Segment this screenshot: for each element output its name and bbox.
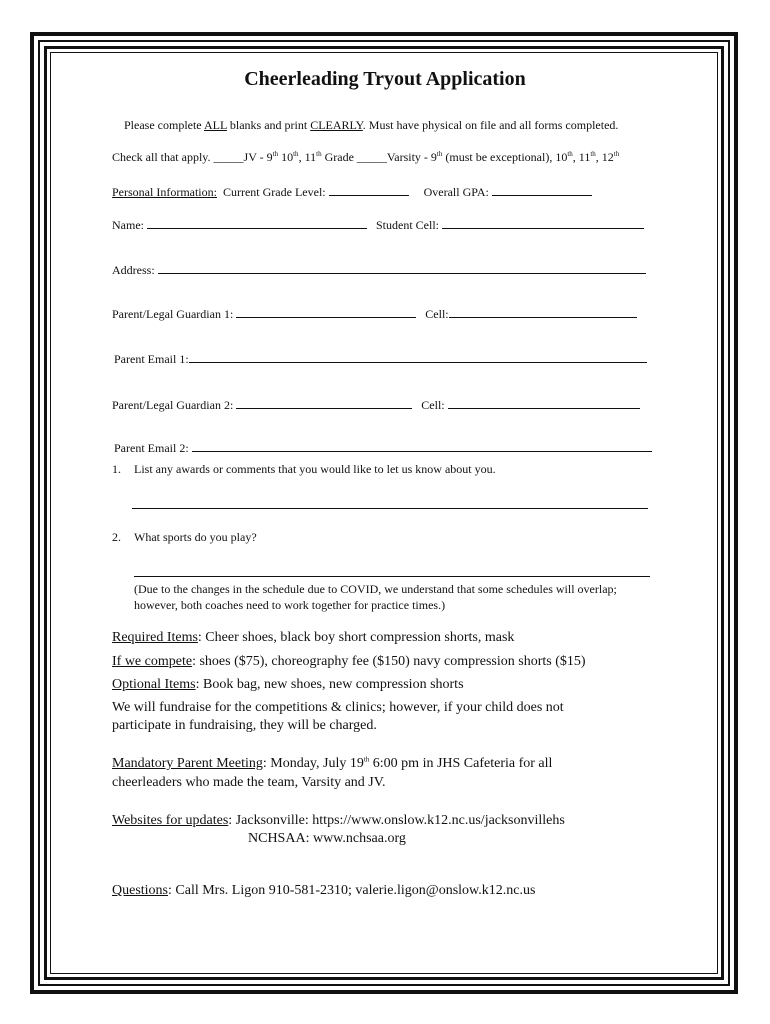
covid-note-line1: (Due to the changes in the schedule due to COVID, we understand that some schedules will overlap;: [134, 582, 617, 596]
questions-contact-label: Questions: [112, 883, 168, 898]
check-apply-row: [112, 150, 619, 165]
parent-meeting-line2: cheerleaders who made the team, Varsity and JV.: [112, 775, 386, 790]
name-row: [112, 217, 644, 233]
instructions-mid: blanks and print: [226, 118, 311, 132]
question-number: 1.: [112, 462, 121, 476]
email2-field[interactable]: [192, 440, 652, 452]
parent-meeting-time: 6:00 pm in JHS Cafeteria for all: [369, 756, 553, 771]
sup-th: th: [436, 150, 443, 158]
page-title: Cheerleading Tryout Application: [244, 68, 526, 90]
sup-th: th: [293, 150, 299, 158]
sup-th: th: [567, 150, 573, 158]
questions-contact: [112, 883, 535, 899]
personal-info-row: [112, 184, 592, 200]
guardian1-field[interactable]: [236, 306, 416, 318]
varsity-text: Varsity - 9: [386, 150, 437, 164]
jv-10: 10: [278, 150, 294, 164]
question-number: 2.: [112, 530, 121, 544]
sup-th: th: [613, 150, 620, 158]
optional-items: [112, 677, 464, 693]
question-text: List any awards or comments that you would like to let us know about you.: [134, 462, 496, 476]
cell2-field[interactable]: [448, 397, 640, 409]
websites: [112, 813, 565, 829]
question-1: [112, 462, 496, 477]
email1-field[interactable]: [189, 351, 647, 363]
instructions-pre: Please complete: [124, 118, 204, 132]
question-2-answer-line[interactable]: [134, 576, 650, 577]
cell1-label: Cell:: [425, 307, 449, 321]
sup-th: th: [316, 150, 322, 158]
required-items-label: Required Items: [112, 630, 198, 645]
name-label: Name:: [112, 218, 144, 232]
email1-row: [114, 351, 647, 367]
instructions: [124, 118, 618, 133]
websites-jacksonville[interactable]: : Jacksonville: https://www.onslow.k12.nc.us/jacksonvillehs: [228, 813, 565, 828]
sup-th: th: [272, 150, 279, 158]
fundraise-line2: participate in fundraising, they will be charged.: [112, 718, 377, 733]
varsity-10: (must be exceptional), 10: [442, 150, 568, 164]
varsity-11: , 11: [572, 150, 591, 164]
question-1-answer-line[interactable]: [132, 508, 648, 509]
instructions-clearly: CLEARLY: [310, 118, 363, 132]
parent-meeting-label: Mandatory Parent Meeting: [112, 756, 263, 771]
instructions-all: ALL: [203, 118, 227, 132]
email2-row: [114, 440, 652, 456]
compete-items: [112, 654, 586, 670]
email1-label: Parent Email 1:: [114, 352, 189, 366]
parent-meeting: [112, 756, 552, 772]
guardian2-label: Parent/Legal Guardian 2:: [112, 398, 234, 412]
jv-text: JV - 9: [243, 150, 273, 164]
compete-label: If we compete: [112, 654, 193, 669]
cell2-label: Cell:: [421, 398, 445, 412]
guardian2-row: [112, 397, 640, 413]
questions-contact-text: : Call Mrs. Ligon 910-581-2310; valerie.ligon@onslow.k12.nc.us: [168, 883, 536, 898]
fundraise-line1: We will fundraise for the competitions & clinics; however, if your child does not: [112, 700, 564, 715]
address-label: Address:: [112, 263, 155, 277]
grade-level-field[interactable]: [329, 184, 409, 196]
optional-items-label: Optional Items: [112, 677, 196, 692]
parent-meeting-date: : Monday, July 19: [262, 756, 364, 771]
optional-items-text: : Book bag, new shoes, new compression shorts: [195, 677, 464, 692]
jv-11: , 11: [298, 150, 317, 164]
varsity-12: , 12: [595, 150, 614, 164]
check-label: Check all that apply.: [112, 150, 211, 164]
guardian2-field[interactable]: [236, 397, 412, 409]
sup-th: th: [363, 755, 370, 764]
grade-level-label: Current Grade Level:: [222, 185, 326, 199]
student-cell-field[interactable]: [442, 217, 644, 229]
email2-label: Parent Email 2:: [114, 441, 189, 455]
question-2: [112, 530, 257, 545]
required-items: [112, 630, 514, 646]
cell1-field[interactable]: [449, 306, 637, 318]
required-items-text: : Cheer shoes, black boy short compression shorts, mask: [197, 630, 515, 645]
gpa-label: Overall GPA:: [423, 185, 489, 199]
jv-blank[interactable]: _____: [213, 150, 244, 164]
address-row: [112, 262, 646, 278]
personal-info-label: Personal Information:: [112, 185, 217, 199]
instructions-post: . Must have physical on file and all forms completed.: [362, 118, 619, 132]
varsity-blank[interactable]: _____: [356, 150, 387, 164]
guardian1-row: [112, 306, 637, 322]
sup-th: th: [590, 150, 596, 158]
name-field[interactable]: [147, 217, 367, 229]
websites-label: Websites for updates: [112, 813, 229, 828]
guardian1-label: Parent/Legal Guardian 1:: [112, 307, 234, 321]
address-field[interactable]: [158, 262, 646, 274]
question-text: What sports do you play?: [134, 530, 257, 544]
compete-text: : shoes ($75), choreography fee ($150) navy compression shorts ($15): [192, 654, 586, 669]
grade-text: Grade: [321, 150, 357, 164]
student-cell-label: Student Cell:: [376, 218, 439, 232]
covid-note-line2: however, both coaches need to work together for practice times.): [134, 598, 446, 612]
gpa-field[interactable]: [492, 184, 592, 196]
websites-nchsaa[interactable]: NCHSAA: www.nchsaa.org: [248, 831, 406, 846]
